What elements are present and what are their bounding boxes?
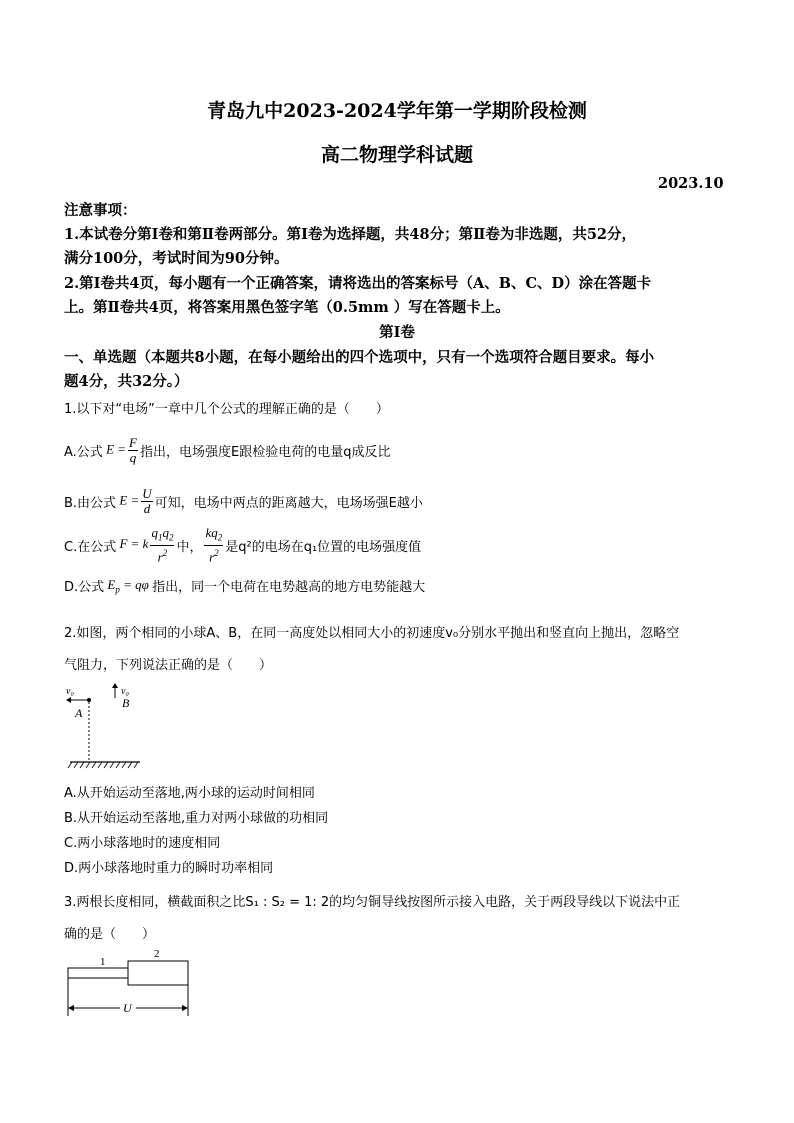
notice-line-2: 满分100分，考试时间为90分钟。 xyxy=(64,250,289,267)
q1-option-c-text: 是q²的电场在q₁位置的电场强度值 xyxy=(225,539,422,555)
q2-figure xyxy=(60,680,150,772)
q1-option-c-label: C.在公式 xyxy=(64,539,117,555)
notice-line-4: 上。第Ⅱ卷共4页，将答案用黑色签字笔（0.5mm ）写在答题卡上。 xyxy=(64,299,510,316)
exam-date: 2023.10 xyxy=(658,175,724,192)
q2-ground-hatch xyxy=(68,762,138,768)
q2-stem-line-2: 气阻力，下列说法正确的是（ ） xyxy=(64,658,273,673)
q1-stem: 1.以下对“电场”一章中几个公式的理解正确的是（ ） xyxy=(64,402,389,417)
q3-wire-2 xyxy=(128,961,188,985)
q3-fig-label-u: U xyxy=(123,1001,132,1015)
notice-line-1: 1.本试卷分第Ⅰ卷和第Ⅱ卷两部分。第Ⅰ卷为选择题，共48分；第Ⅱ卷为非选题，共52分， xyxy=(64,226,636,243)
q2-option-a: A.从开始运动至落地,两小球的运动时间相同 xyxy=(64,786,315,801)
q3-stem-line-1: 3.两根长度相同，横截面积之比S₁ : S₂ = 1: 2的均匀铜导线按图所示接入电路，关于两段导线以下说法中正 xyxy=(64,895,681,910)
q2-stem-line-1: 2.如图，两个相同的小球A、B，在同一高度处以相同大小的初速度v₀分别水平抛出和竖直向上抛出，忽略空 xyxy=(64,626,680,641)
q1-option-a-text: 指出，电场强度E跟检验电荷的电量q成反比 xyxy=(139,444,391,460)
q1-option-a xyxy=(64,432,390,468)
q2-fig-v0-left: v₀ xyxy=(66,686,74,697)
q1-option-b-formula: E = $\frac{U}{d}$ xyxy=(116,485,152,516)
section-heading-line-2: 题4分，共32分。） xyxy=(64,373,189,390)
q2-option-c: C.两小球落地时的速度相同 xyxy=(64,836,221,851)
q2-fig-v0-up: v₀ xyxy=(121,686,129,697)
notice-line-3: 2.第Ⅰ卷共4页，每小题有一个正确答案，请将选出的答案标号（A、B、C、D）涂在答题卡 xyxy=(64,275,652,292)
notice-heading: 注意事项： xyxy=(64,202,137,219)
q3-fig-label-1: 1 xyxy=(100,956,106,968)
q3-fig-label-2: 2 xyxy=(154,948,160,960)
q1-option-d-label: D.公式 xyxy=(64,580,105,595)
q1-option-d-text: 指出，同一个电荷在电势越高的地方电势能越大 xyxy=(152,580,426,595)
q1-option-d-formula: $E_p = q\varphi$ xyxy=(104,576,153,595)
q2-fig-label-b: B xyxy=(122,696,130,710)
q3-stem-line-2: 确的是（ ） xyxy=(64,927,156,942)
q2-option-d: D.两小球落地时重力的瞬时功率相同 xyxy=(64,861,274,876)
q1-option-a-formula: E = $\frac{F}{q}$ xyxy=(102,434,137,465)
q1-option-a-label: A.公式 xyxy=(64,444,103,460)
q2-fig-label-a: A xyxy=(75,706,83,720)
section-heading-line-1: 一、单选题（本题共8小题，在每小题给出的四个选项中，只有一个选项符合题目要求。每小 xyxy=(64,349,655,366)
volume-label: 第Ⅰ卷 xyxy=(379,324,415,341)
q1-option-b xyxy=(64,483,423,519)
q1-option-b-label: B.由公式 xyxy=(64,495,117,511)
q1-option-d xyxy=(64,576,425,595)
exam-title: 青岛九中2023-2024学年第一学期阶段检测 xyxy=(207,100,587,122)
exam-subtitle: 高二物理学科试题 xyxy=(320,144,473,166)
q3-wire-1 xyxy=(68,968,128,978)
q1-option-c xyxy=(64,527,421,563)
q2-option-b: B.从开始运动至落地,重力对两小球做的功相同 xyxy=(64,811,329,826)
q1-option-b-text: 可知，电场中两点的距离越大，电场场强E越小 xyxy=(154,495,423,511)
q1-option-c-formula-2: $\frac{kq_2}{r^2}$ xyxy=(205,525,223,564)
q2-ball xyxy=(87,698,91,702)
q1-option-c-mid: 中， xyxy=(176,539,203,555)
q1-option-c-formula-1: F = k $\frac{q_1q_2}{r^2}$ xyxy=(116,525,174,564)
q3-figure xyxy=(62,944,196,1020)
